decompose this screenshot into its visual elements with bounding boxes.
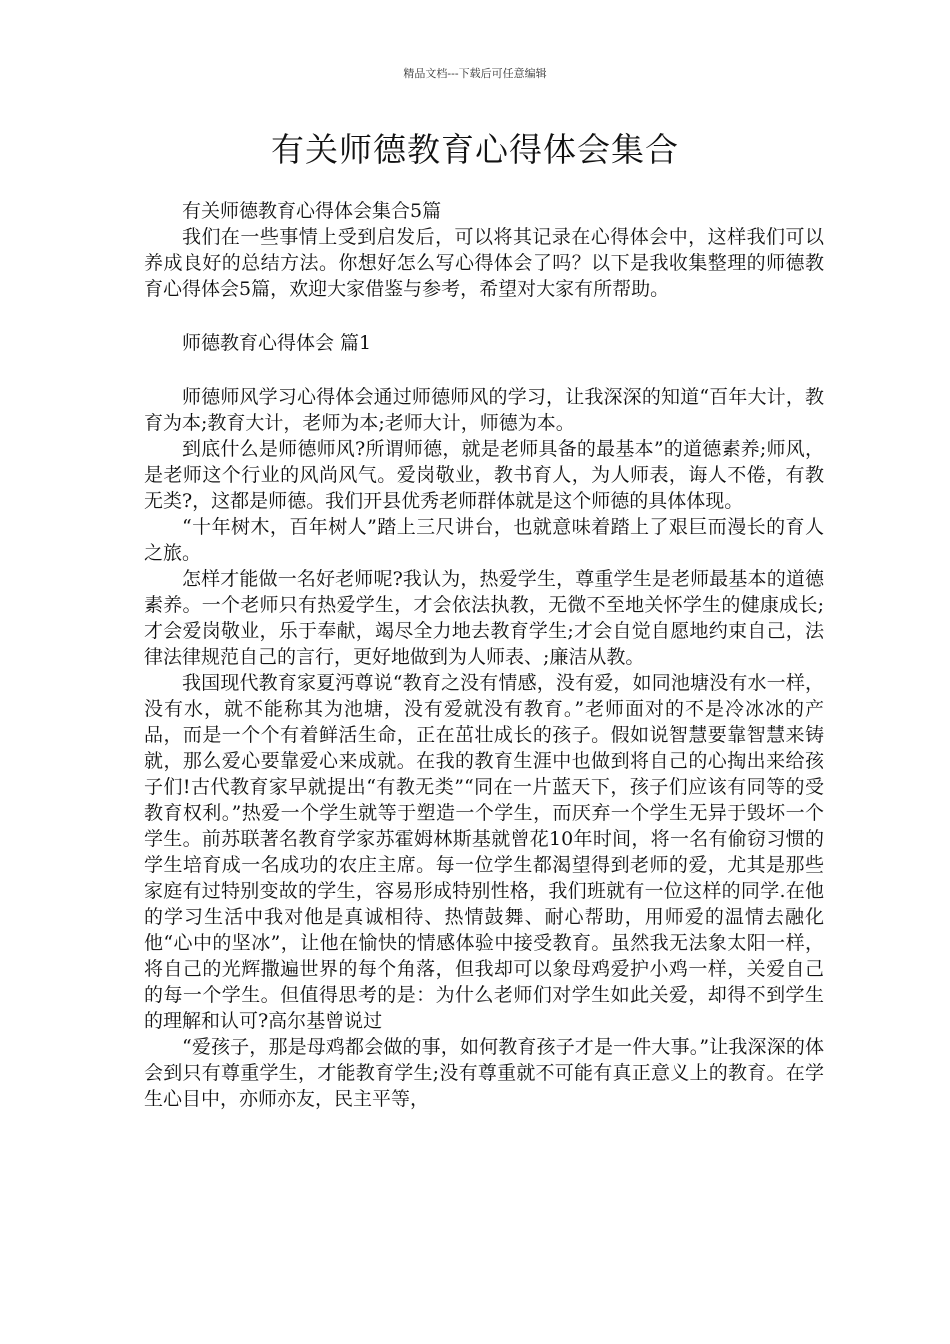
body-paragraph: “爱孩子，那是母鸡都会做的事，如何教育孩子才是一件大事。”让我深深的体会到只有尊重学生，才能教育学生;没有尊重就不可能有真正意义上的教育。在学生心目中，亦师亦友，民主平等， [144,1036,824,1110]
body-paragraph: 到底什么是师德师风?所谓师德，就是老师具备的最基本”的道德素养;师风，是老师这个行业的风尚风气。爱岗敬业，教书育人，为人师表，诲人不倦，有教无类?，这都是师德。我们开县优秀老师群体就是这个师德的具体体现。 [144,438,824,512]
section-heading: 师德教育心得体会 篇1 [182,332,372,354]
document-body [144,198,824,1112]
body-paragraph: 师德师风学习心得体会通过师德师风的学习，让我深深的知道“百年大计，教育为本;教育大计，老师为本;老师大计，师德为本。 [144,386,824,434]
document-title: 有关师德教育心得体会集合 [271,130,679,169]
page-header-note: 精品文档---下载后可任意编辑 [403,67,547,80]
document-subtitle: 有关师德教育心得体会集合5篇 [182,200,442,222]
intro-paragraph: 我们在一些事情上受到启发后，可以将其记录在心得体会中，这样我们可以养成良好的总结方法。你想好怎么写心得体会了吗？以下是我收集整理的师德教育心得体会5篇，欢迎大家借鉴与参考，希望对大家有所帮助。 [144,226,824,300]
body-paragraph: 怎样才能做一名好老师呢?我认为，热爱学生，尊重学生是老师最基本的道德素养。一个老师只有热爱学生，才会依法执教，无微不至地关怀学生的健康成长;才会爱岗敬业，乐于奉献，竭尽全力地去教育学生;才会自觉自愿地约束自己，法律法律规范自己的言行，更好地做到为人师表、;廉洁从教。 [144,568,824,668]
body-paragraph: 我国现代教育家夏沔尊说“教育之没有情感，没有爱，如同池塘没有水一样，没有水，就不能称其为池塘，没有爱就没有教育。”老师面对的不是冷冰冰的产品，而是一个个有着鲜活生命，正在茁壮成长的孩子。假如说智慧要靠智慧来铸就，那么爱心要靠爱心来成就。在我的教育生涯中也做到将自己的心掏出来给孩子们!古代教育家早就提出“有教无类”“同在一片蓝天下，孩子们应该有同等的受教育权利。”热爱一个学生就等于塑造一个学生，而厌弃一个学生无异于毁坏一个学生。前苏联著名教育学家苏霍姆林斯基就曾花10年时间，将一名有偷窃习惯的学生培育成一名成功的农庄主席。每一位学生都渴望得到老师的爱，尤其是那些家庭有过特别变故的学生，容易形成特别性格，我们班就有一位这样的同学.在他的学习生活中我对他是真诚相待、热情鼓舞、耐心帮助，用师爱的温情去融化他“心中的坚冰”，让他在愉快的情感体验中接受教育。虽然我无法象太阳一样，将自己的光辉撒遍世界的每个角落，但我却可以象母鸡爱护小鸡一样，关爱自己的每一个学生。但值得思考的是：为什么老师们对学生如此关爱，却得不到学生的理解和认可?高尔基曾说过 [144,672,824,1032]
body-paragraph: “十年树木，百年树人”踏上三尺讲台，也就意味着踏上了艰巨而漫长的育人之旅。 [144,516,824,564]
